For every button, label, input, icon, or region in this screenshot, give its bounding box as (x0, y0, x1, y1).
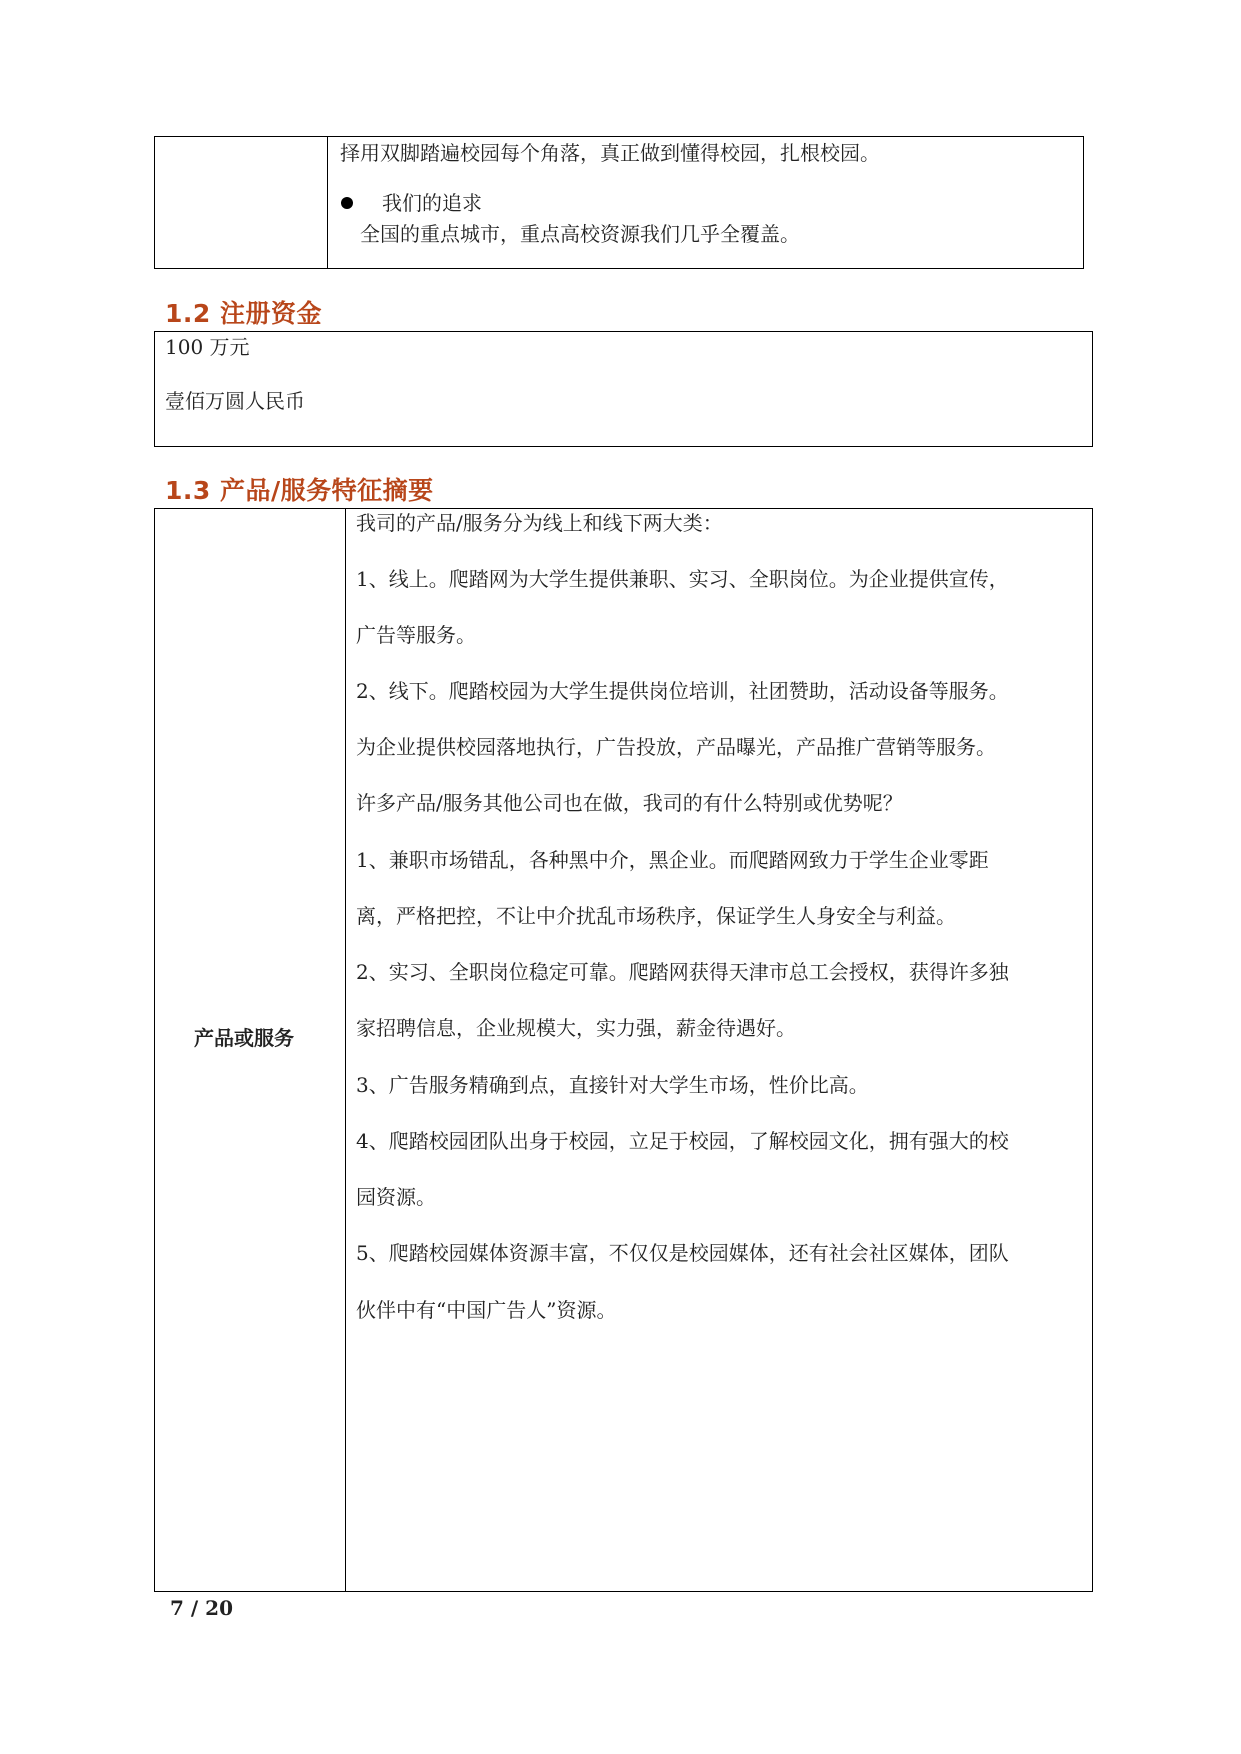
page-number: 7 / 20 (170, 1596, 233, 1620)
product-table (154, 508, 1093, 1592)
product-line: 家招聘信息，企业规模大，实力强，薪金待遇好。 (356, 1016, 796, 1040)
product-line: 许多产品/服务其他公司也在做，我司的有什么特别或优势呢？ (356, 791, 903, 815)
product-line: 为企业提供校园落地执行，广告投放，产品曝光，产品推广营销等服务。 (356, 735, 996, 759)
section-heading-registered-capital: 1.2 注册资金 (165, 299, 322, 328)
product-line: 离，严格把控，不让中介扰乱市场秩序，保证学生人身安全与利益。 (356, 904, 956, 928)
product-line: 2、实习、全职岗位稳定可靠。爬踏网获得天津市总工会授权，获得许多独 (356, 960, 1009, 984)
table-divider (345, 509, 346, 1591)
bullet-title: 我们的追求 (382, 191, 482, 215)
product-label: 产品或服务 (194, 1026, 294, 1050)
intro-text-line: 择用双脚踏遍校园每个角落，真正做到懂得校园，扎根校园。 (340, 141, 880, 165)
bullet-text: 全国的重点城市，重点高校资源我们几乎全覆盖。 (360, 222, 800, 246)
product-line: 3、广告服务精确到点，直接针对大学生市场，性价比高。 (356, 1073, 869, 1097)
product-line: 1、兼职市场错乱，各种黑中介，黑企业。而爬踏网致力于学生企业零距 (356, 848, 989, 872)
section-heading-product-summary: 1.3 产品/服务特征摘要 (165, 476, 434, 505)
capital-amount-words: 壹佰万圆人民币 (165, 389, 305, 413)
product-line: 园资源。 (356, 1185, 436, 1209)
product-line: 我司的产品/服务分为线上和线下两大类： (356, 511, 723, 535)
product-line: 伙伴中有“中国广告人”资源。 (356, 1298, 617, 1322)
capital-amount: 100 万元 (165, 335, 250, 359)
table-divider (327, 137, 328, 268)
bullet-icon (341, 197, 353, 209)
product-line: 4、爬踏校园团队出身于校园，立足于校园，了解校园文化，拥有强大的校 (356, 1129, 1009, 1153)
product-line: 2、线下。爬踏校园为大学生提供岗位培训，社团赞助，活动设备等服务。 (356, 679, 1009, 703)
product-line: 5、爬踏校园媒体资源丰富，不仅仅是校园媒体，还有社会社区媒体，团队 (356, 1241, 1009, 1265)
product-line: 广告等服务。 (356, 623, 476, 647)
product-line: 1、线上。爬踏网为大学生提供兼职、实习、全职岗位。为企业提供宣传， (356, 567, 1009, 591)
